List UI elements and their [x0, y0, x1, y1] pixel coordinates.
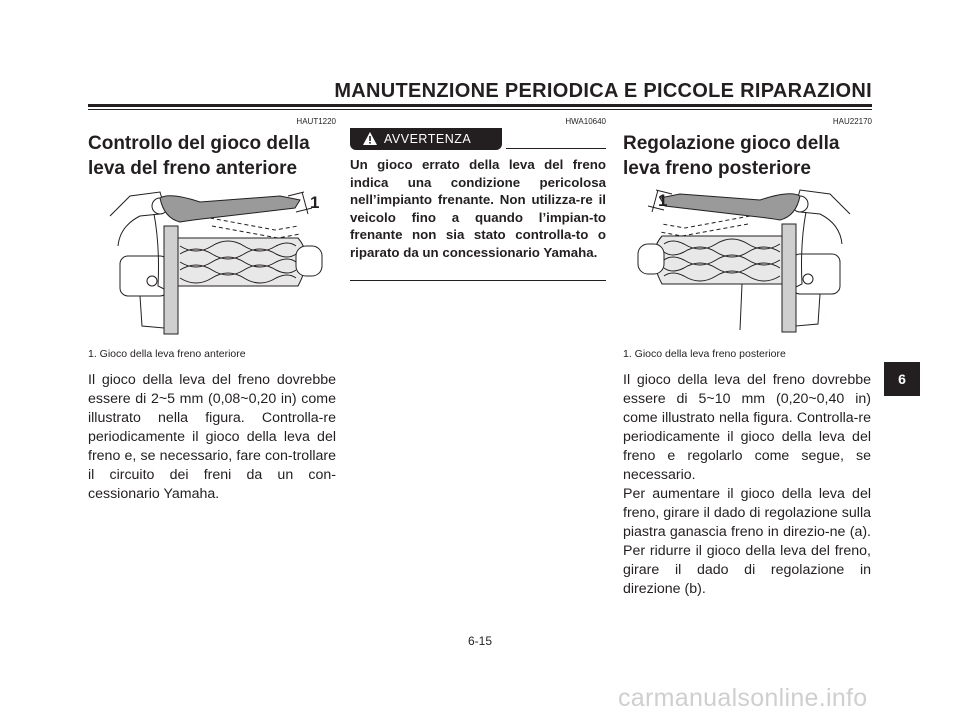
- warning-badge: [350, 128, 502, 150]
- front-brake-lever-figure: [100, 186, 332, 336]
- header-rule: [88, 104, 872, 107]
- chapter-tab: 6: [884, 362, 920, 396]
- figure-callout-right: 1: [658, 191, 668, 210]
- figure-caption-left: 1. Gioco della leva freno anteriore: [88, 348, 246, 360]
- rear-brake-lever-figure: [628, 184, 860, 334]
- warning-bottom-rule: [350, 280, 606, 281]
- warning-text: Un gioco errato della leva del freno indica una condizione pericolosa nell’impianto frenante. Non utilizza-re il veicolo fino a quando l’impian-to frenante non sia stato controlla-to o riparato da un concessionario Yamaha.: [350, 157, 606, 260]
- section-code-right: HAU22170: [832, 117, 872, 126]
- section-heading-rear-brake: Regolazione gioco della leva freno posteriore: [623, 133, 840, 179]
- watermark: carmanualsonline.info: [618, 684, 868, 712]
- header-rule-thin: [88, 109, 872, 110]
- body-text-right: [623, 371, 871, 599]
- section-heading-front-brake: Controllo del gioco della leva del freno anteriore: [88, 133, 310, 179]
- figure-callout-left: 1: [310, 193, 320, 212]
- section-code-middle: HWA10640: [565, 117, 606, 126]
- section-code-left: HAUT1220: [296, 117, 336, 126]
- body-paragraph-1: Il gioco della leva del freno dovrebbe essere di 5~10 mm (0,20~0,40 in) come illustrato nella figura. Controlla-re periodicamente il gioco della leva del freno e regolarlo come segue, se necessario.: [623, 372, 871, 483]
- warning-top-rule: [506, 148, 606, 149]
- figure-caption-right: 1. Gioco della leva freno posteriore: [623, 348, 786, 360]
- body-paragraph-2: Per aumentare il gioco della leva del freno, girare il dado di regolazione sulla piastra ganascia freno in direzio-ne (a). Per ridurre il gioco della leva del freno, girare il dado di regolazione in direzione (b).: [623, 486, 871, 597]
- page-header-title: MANUTENZIONE PERIODICA E PICCOLE RIPARAZIONI: [334, 80, 872, 102]
- warning-triangle-icon: [362, 131, 378, 146]
- body-text-left: Il gioco della leva del freno dovrebbe essere di 2~5 mm (0,08~0,20 in) come illustrato nella figura. Controlla-re periodicamente il gioco della leva del freno e, se necessario, fare con-trollare il circuito dei freni da un con-cessionario Yamaha.: [88, 372, 336, 502]
- page-number: 6-15: [467, 634, 493, 648]
- warning-label: AVVERTENZA: [384, 132, 472, 146]
